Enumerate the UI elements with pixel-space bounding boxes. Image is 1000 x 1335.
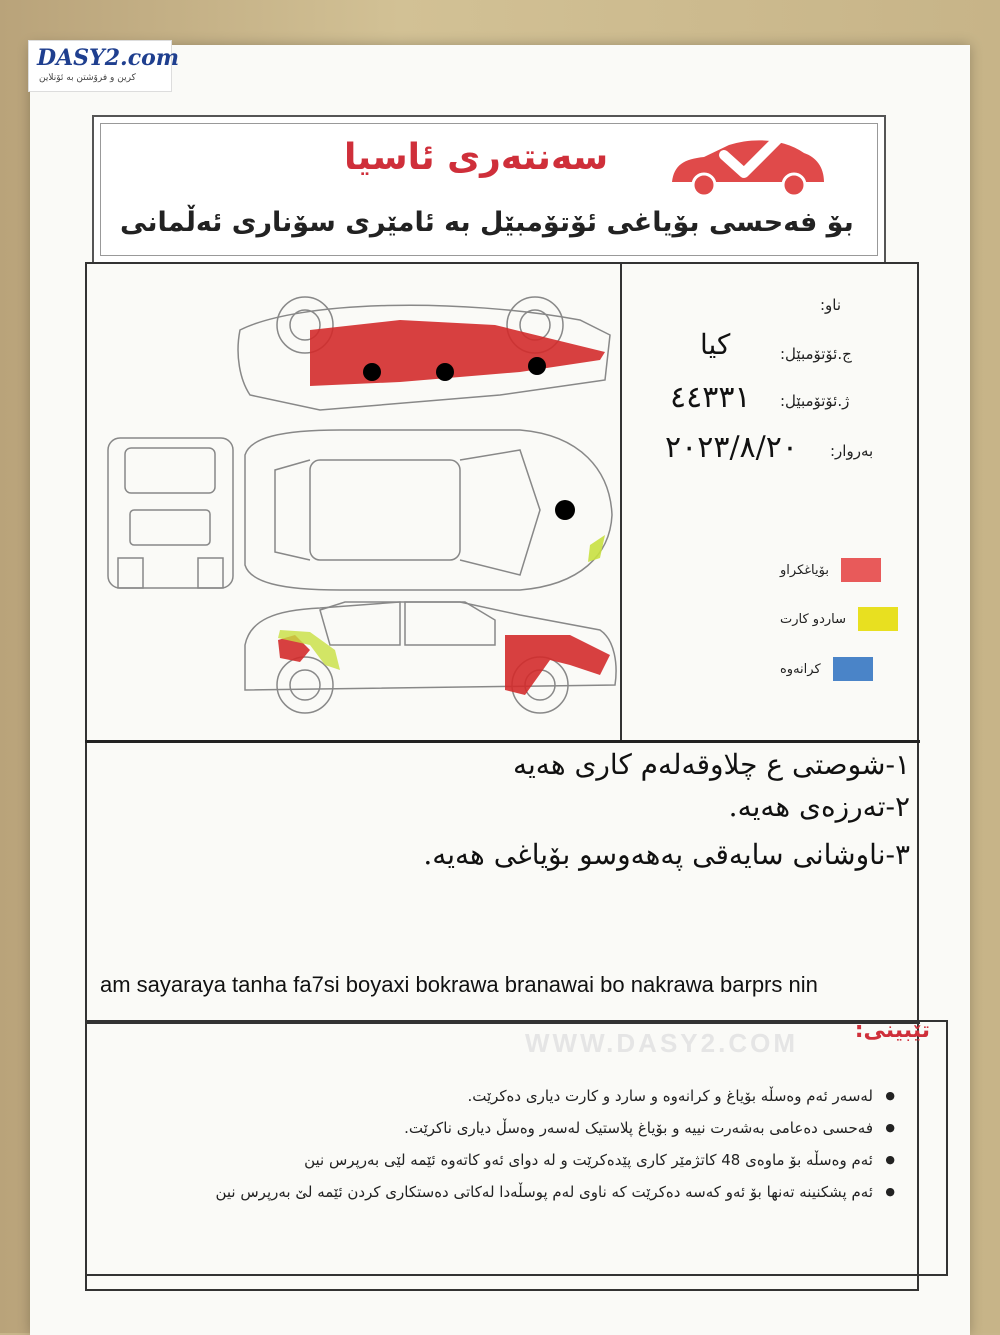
car-type-value: کیا [700, 328, 731, 361]
handwritten-note-2: ٢-تەرزەی هەیە. [728, 790, 910, 823]
thickness-dot [528, 357, 546, 375]
thickness-dot [555, 500, 575, 520]
thickness-dot [363, 363, 381, 381]
legend-opened [780, 657, 873, 681]
note-item: ● ئەم پشکنینە تەنها بۆ ئەو کەسە دەکرێت کە ناوی لەم پوسڵەدا لەکاتی دەستکاری کردن ئێمە لێ بەرپرس نین [115, 1181, 895, 1203]
center-name: سەنتەری ئاسیا [344, 137, 609, 178]
note-item: ● لەسەر ئەم وەسڵە بۆیاغ و کرانەوە و سارد و کارت دیاری دەکرێت. [115, 1085, 895, 1107]
legend-label: کرانەوە [780, 661, 821, 677]
date-label: بەروار: [830, 442, 874, 460]
legend-cold-card [780, 607, 898, 631]
sheet-header [92, 115, 886, 264]
car-type-label: ج.ئۆتۆمبێل: [780, 345, 852, 363]
section-divider [85, 740, 920, 743]
name-label: ناو: [820, 296, 842, 314]
logo-brand: DASY2.com [37, 45, 180, 71]
legend-swatch [841, 558, 881, 582]
car-number-label: ژ.ئۆتۆمبێل: [780, 392, 850, 410]
handwritten-note-1: ١-شوصتی ع چلاوقەلەم کاری هەیە [513, 748, 910, 781]
legend-painted [780, 558, 881, 582]
notes-title: تێبینی: [854, 1018, 930, 1043]
header-subtitle: بۆ فەحسی بۆیاغی ئۆتۆمبێل بە ئامێری سۆناری ئەڵمانی [120, 207, 854, 238]
legend-swatch [858, 607, 898, 631]
notes-list [115, 1085, 895, 1213]
legend-label: بۆیاغکراو [780, 562, 829, 578]
thickness-dot [436, 363, 454, 381]
latin-summary: am sayaraya tanha fa7si boyaxi bokrawa branawai bo nakrawa barprs nin [100, 972, 818, 997]
note-item: ● فەحسی دەعامی بەشەرت نییە و بۆیاغ پلاستیک لەسەر وەسڵ دیاری ناکرێت. [115, 1117, 895, 1139]
handwritten-note-3: ٣-ناوشانی سایەقی پەهەوسو بۆیاغی هەیە. [423, 838, 910, 871]
top-red-paint [310, 320, 605, 386]
legend-swatch [833, 657, 873, 681]
car-number-value: ٤٤٣٣١ [670, 380, 751, 415]
date-value: ٢٠٢٣/٨/٢٠ [665, 430, 799, 465]
vertical-divider [620, 262, 622, 740]
legend-label: ساردو کارت [780, 611, 846, 627]
dasy2-logo [28, 40, 180, 92]
logo-tagline: کرین و فرۆشتن بە ئۆنلاین [39, 73, 136, 83]
car-rear-view [108, 438, 233, 588]
car-check-icon [664, 127, 834, 202]
note-item: ● ئەم وەسڵە بۆ ماوەی 48 کاتژمێر کاری پێدەکرێت و لە دوای ئەو کاتەوە ئێمە لێی بەرپرس نین [115, 1149, 895, 1171]
car-diagram [100, 290, 620, 730]
site-watermark: WWW.DASY2.COM [525, 1028, 798, 1058]
